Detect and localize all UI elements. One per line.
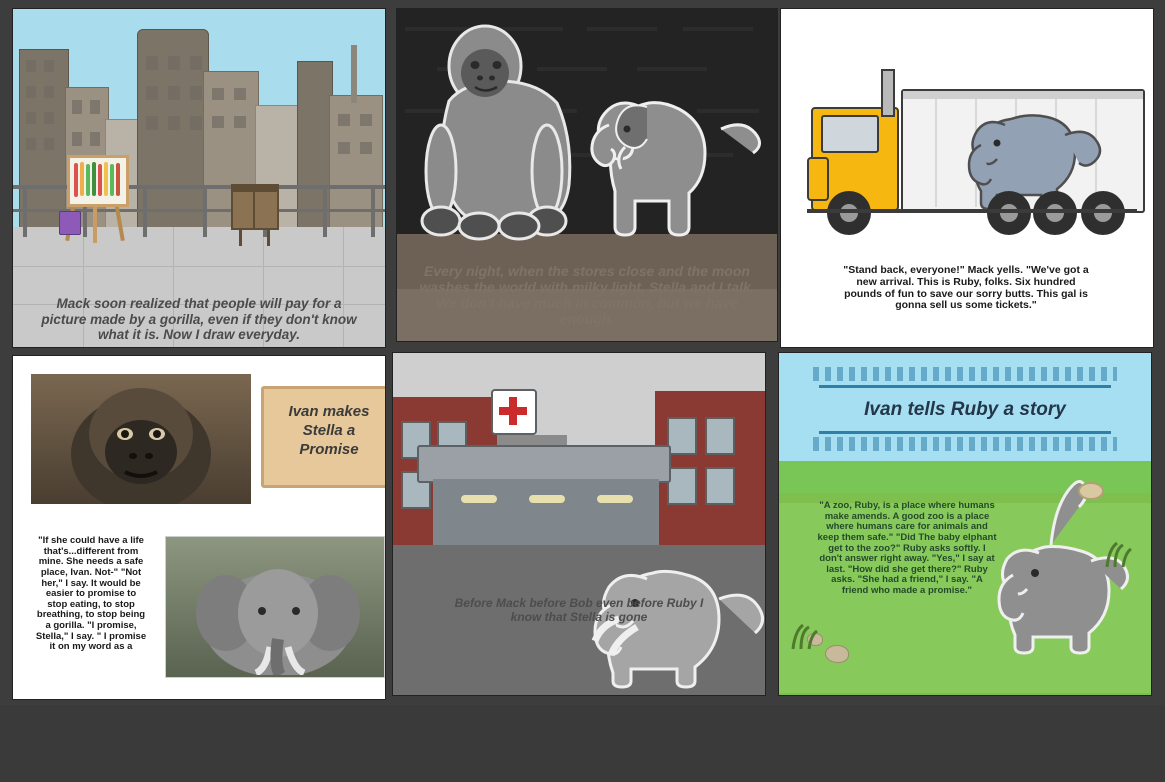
hospital-sign [491, 389, 537, 435]
canopy-underside [433, 479, 659, 549]
wheel [1033, 191, 1077, 235]
ornament [813, 367, 1117, 381]
exhaust-stack [881, 69, 895, 117]
cab-window [821, 115, 879, 153]
paint-bucket [59, 211, 81, 235]
panel-callout: "Stand back, everyone!" Mack yells. "We've got a new arrival. This is Ruby, folks. Six hundred pounds of fun to save our sorry butts. This gal is gonna sell us some tickets." [843, 264, 1089, 312]
crate [231, 184, 279, 230]
sign-text: Ivan makes Stella a Promise [288, 403, 370, 458]
panel-title: Ivan tells Ruby a story [864, 399, 1066, 420]
gorilla-illustration [419, 21, 579, 251]
hospital-canopy [417, 445, 671, 483]
ground-line [807, 209, 1137, 213]
grass-tuft-icon [789, 621, 819, 651]
grass-tuft-icon [1103, 539, 1133, 569]
baby-elephant-illustration [991, 473, 1143, 673]
divider [819, 385, 1111, 388]
elephant-illustration [585, 73, 765, 245]
storyboard-panel-3[interactable] [780, 8, 1154, 348]
scene-title-sign [261, 386, 386, 488]
brick-building [655, 391, 765, 561]
elephant-photo [165, 536, 385, 678]
wheel [827, 191, 871, 235]
storyboard-panel-5[interactable] [392, 352, 766, 696]
rock [825, 645, 849, 663]
wheel [1081, 191, 1125, 235]
antenna [351, 45, 357, 103]
panel-body-text: "If she could have a life that's...different from mine. She needs a safe place, Ivan. Not-" "Not her," I say. It would be easier to promise to stop eating, to stop breathing, to stop being a gorilla. "I promise, Stella," I say. " I promise it on my word as a [35, 535, 147, 653]
ornament [813, 437, 1117, 451]
painting-canvas [67, 155, 129, 207]
panel-body-text: "A zoo, Ruby, is a place where humans make amends. A good zoo is a place where humans care for animals and keep them safe." "Did The baby elphant get to the zoo?" Ruby asks softly. I don't answer right away. "Yes," I say at last. "How did she get there?" Ruby asks. "She had a friend," I say. "A friend who made a promise." [817, 500, 997, 596]
cab-fender [807, 157, 829, 201]
wheel [987, 191, 1031, 235]
storyboard-panel-4[interactable] [12, 355, 386, 700]
storyboard-panel-1[interactable] [12, 8, 386, 348]
panel-caption: Every night, when the stores close and the moon washes the world with milky light, Stella and I talk. We don't have much in common, but we have enough. [419, 262, 755, 327]
divider [819, 431, 1111, 434]
storyboard-panel-2[interactable] [396, 8, 778, 342]
panel-caption: Mack soon realized that people will pay for a picture made by a gorilla, even if they don't know what it is. Now I draw everyday. [41, 296, 357, 343]
panel-caption: Before Mack before Bob even before Ruby I know that Stella is gone [454, 596, 704, 625]
gorilla-photo [31, 374, 251, 504]
storyboard-panel-6[interactable] [778, 352, 1152, 696]
